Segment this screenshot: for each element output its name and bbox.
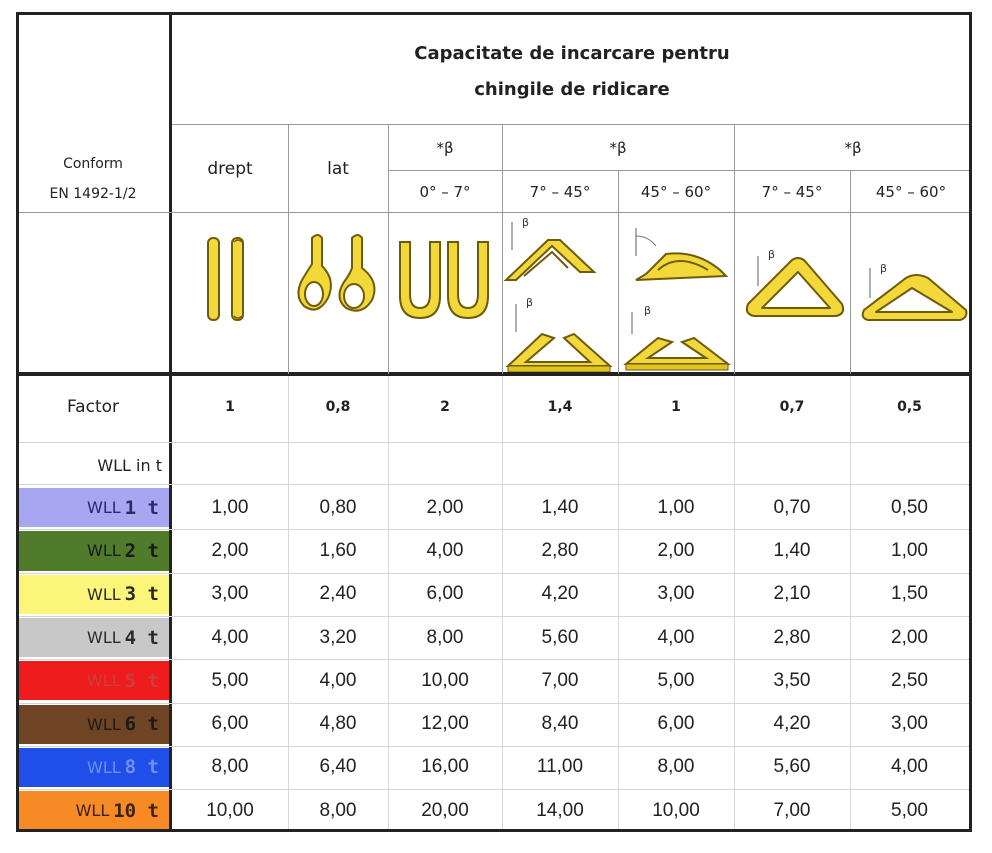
table-cell: 5,00 <box>657 669 695 691</box>
factor-value: 0,5 <box>897 399 922 415</box>
table-cell: 3,00 <box>211 583 249 605</box>
table-cell: 10,00 <box>652 799 700 821</box>
row-rule <box>19 746 969 747</box>
column-rule-header <box>734 124 735 374</box>
column-rule-body <box>388 376 389 829</box>
wll-color-label <box>19 791 169 830</box>
wll-prefix: WLL <box>87 541 121 561</box>
table-cell: 8,40 <box>541 713 579 735</box>
row-rule <box>19 659 969 660</box>
table-cell: 14,00 <box>536 799 584 821</box>
table-cell: 4,80 <box>319 713 357 735</box>
table-cell: 4,00 <box>657 626 695 648</box>
table-cell: 2,00 <box>657 539 695 561</box>
table-cell: 16,00 <box>421 756 469 778</box>
table-cell: 4,00 <box>319 669 357 691</box>
angle-header-1: 0° – 7° <box>419 183 471 201</box>
col-header-drept: drept <box>207 159 253 179</box>
wll-header-label <box>16 446 170 484</box>
table-cell: 8,00 <box>426 626 464 648</box>
table-cell: 2,50 <box>891 669 928 691</box>
table-cell: 6,40 <box>319 756 357 778</box>
wll-capacity: 3 t <box>124 583 159 606</box>
column-rule-header <box>618 170 619 374</box>
table-cell: 2,80 <box>541 539 579 561</box>
table-cell: 2,40 <box>319 583 357 605</box>
column-rule-header <box>850 170 851 374</box>
row-rule <box>19 573 969 574</box>
table-cell: 5,00 <box>891 799 928 821</box>
table-cell: 0,70 <box>773 496 811 518</box>
table-cell: 6,00 <box>657 713 695 735</box>
table-cell: 8,00 <box>657 756 695 778</box>
wll-prefix: WLL <box>75 801 110 821</box>
table-cell: 0,50 <box>891 496 928 518</box>
angle-header-3: 45° – 60° <box>640 183 712 201</box>
table-cell: 12,00 <box>421 713 469 735</box>
factor-value: 1 <box>225 399 235 415</box>
svg-text:β: β <box>644 304 652 317</box>
table-cell: 1,40 <box>773 539 811 561</box>
angle-header-4: 7° – 45° <box>761 183 823 201</box>
choke-sling-icon <box>288 216 388 372</box>
border-top <box>16 12 972 15</box>
row-rule <box>19 789 969 790</box>
standard-label <box>16 142 170 216</box>
factor-value: 0,8 <box>325 399 351 415</box>
table-cell: 6,00 <box>211 713 249 735</box>
title-line-1: Capacitate de incarcare pentru <box>414 43 730 64</box>
row-rule <box>19 703 969 704</box>
wll-capacity: 1 t <box>124 496 159 519</box>
wll-prefix: WLL <box>87 584 121 604</box>
conform-label: Conform <box>63 156 123 172</box>
table-cell: 11,00 <box>536 756 584 778</box>
triangle-sling-45-60-icon <box>850 216 972 372</box>
capacity-table <box>16 12 972 832</box>
rule-wll-header <box>19 484 969 485</box>
table-cell: 0,80 <box>319 496 357 518</box>
wll-color-label <box>19 618 169 657</box>
angled-sling-45-60-icon <box>618 216 734 372</box>
beta-header-2: *β <box>609 139 627 157</box>
table-cell: 2,10 <box>773 583 811 605</box>
angled-sling-7-45-icon <box>502 216 618 372</box>
table-cell: 10,00 <box>421 669 469 691</box>
table-cell: 20,00 <box>421 799 469 821</box>
table-cell: 2,80 <box>773 626 811 648</box>
wll-capacity: 2 t <box>124 539 159 562</box>
wll-capacity: 4 t <box>124 626 159 649</box>
wll-color-label <box>19 748 169 787</box>
table-cell: 4,00 <box>891 756 928 778</box>
wll-capacity: 5 t <box>124 669 159 692</box>
table-cell: 4,00 <box>211 626 249 648</box>
table-cell: 3,50 <box>773 669 811 691</box>
row-rule <box>19 529 969 530</box>
table-cell: 1,60 <box>319 539 357 561</box>
table-cell: 10,00 <box>206 799 254 821</box>
column-rule-body <box>734 376 735 829</box>
column-rule-body <box>288 376 289 829</box>
table-cell: 2,00 <box>891 626 928 648</box>
column-rule-header <box>288 124 289 374</box>
table-cell: 4,20 <box>773 713 811 735</box>
table-cell: 7,00 <box>541 669 579 691</box>
wll-header-text: WLL in t <box>97 455 162 475</box>
column-rule-body <box>618 376 619 829</box>
table-cell: 8,00 <box>319 799 357 821</box>
wll-prefix: WLL <box>87 498 121 518</box>
rule-beta <box>388 170 969 171</box>
beta-header-1: *β <box>436 139 454 157</box>
column-rule-body <box>850 376 851 829</box>
factor-value: 1 <box>671 399 681 415</box>
table-cell: 2,00 <box>426 496 464 518</box>
rule-title <box>172 124 969 125</box>
table-cell: 2,00 <box>211 539 249 561</box>
col-header-lat: lat <box>327 159 349 179</box>
header-divider <box>169 12 172 832</box>
wll-capacity: 8 t <box>124 756 159 779</box>
rule-illustrations <box>19 372 969 376</box>
wll-prefix: WLL <box>87 628 121 648</box>
basket-sling-icon <box>388 216 502 372</box>
wll-capacity: 6 t <box>124 713 159 736</box>
wll-capacity: 10 t <box>113 799 159 822</box>
factor-value: 2 <box>440 399 450 415</box>
border-left <box>16 12 19 832</box>
table-cell: 4,00 <box>426 539 464 561</box>
table-cell: 5,00 <box>211 669 249 691</box>
table-cell: 1,40 <box>541 496 579 518</box>
wll-prefix: WLL <box>87 757 121 777</box>
svg-text:β: β <box>880 262 888 275</box>
row-rule <box>19 616 969 617</box>
angle-header-2: 7° – 45° <box>529 183 591 201</box>
svg-text:β: β <box>522 216 530 229</box>
column-rule-header <box>502 124 503 374</box>
factor-value: 0,7 <box>779 399 805 415</box>
table-cell: 8,00 <box>211 756 249 778</box>
table-cell: 6,00 <box>426 583 464 605</box>
title-line-2: chingile de ridicare <box>474 79 670 100</box>
table-cell: 1,00 <box>657 496 695 518</box>
table-cell: 3,00 <box>891 713 928 735</box>
border-right <box>969 12 972 832</box>
table-cell: 5,60 <box>773 756 811 778</box>
table-cell: 4,20 <box>541 583 579 605</box>
rule-factor <box>19 442 969 443</box>
wll-color-label <box>19 661 169 700</box>
table-title <box>172 20 972 124</box>
beta-header-3: *β <box>844 139 862 157</box>
column-rule-header <box>388 124 389 374</box>
table-cell: 1,00 <box>211 496 249 518</box>
factor-label: Factor <box>66 397 120 417</box>
wll-color-label <box>19 575 169 614</box>
table-cell: 1,50 <box>891 583 928 605</box>
rule-conform <box>19 212 969 213</box>
wll-color-label <box>19 705 169 744</box>
straight-sling-icon <box>172 216 288 372</box>
table-cell: 1,00 <box>891 539 928 561</box>
wll-color-label <box>19 531 169 570</box>
wll-prefix: WLL <box>87 671 121 691</box>
wll-color-label <box>19 488 169 527</box>
triangle-sling-7-45-icon <box>734 216 850 372</box>
angle-header-5: 45° – 60° <box>875 183 947 201</box>
svg-text:β: β <box>768 248 776 261</box>
wll-prefix: WLL <box>87 714 121 734</box>
table-cell: 3,20 <box>319 626 357 648</box>
column-rule-body <box>502 376 503 829</box>
table-cell: 7,00 <box>773 799 811 821</box>
standard-code: EN 1492-1/2 <box>49 186 137 202</box>
svg-text:β: β <box>526 296 534 309</box>
table-cell: 3,00 <box>657 583 695 605</box>
table-cell: 5,60 <box>541 626 579 648</box>
border-bottom <box>16 829 972 832</box>
factor-value: 1,4 <box>547 399 573 415</box>
